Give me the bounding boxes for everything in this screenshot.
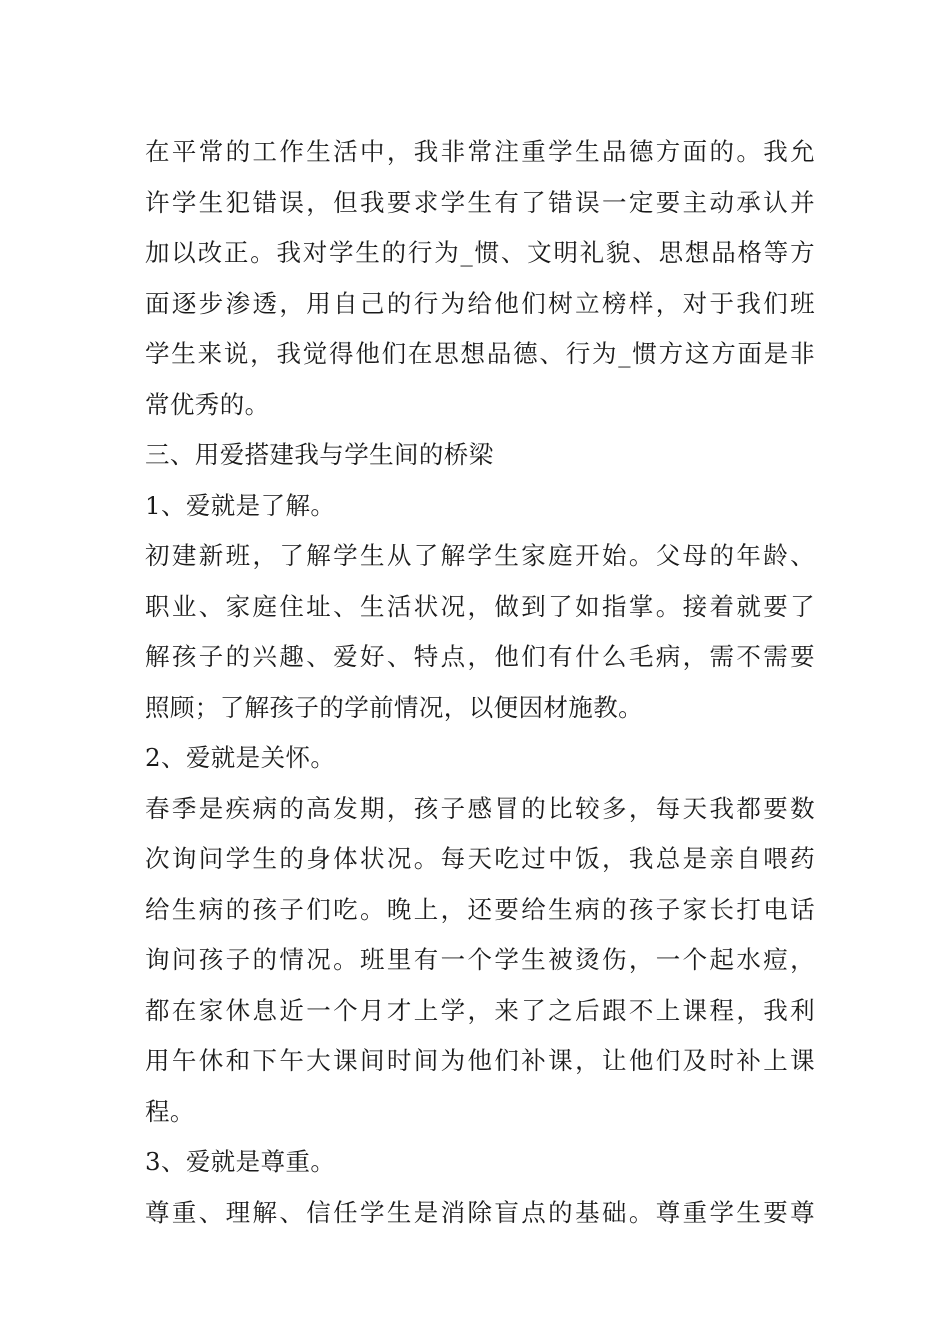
body-text-line: 次询问学生的身体状况。每天吃过中饭，我总是亲自喂药 xyxy=(145,844,815,873)
subsection-heading: 1、爱就是了解。 xyxy=(145,490,336,520)
body-text-line: 在平常的工作生活中，我非常注重学生品德方面的。我允 xyxy=(145,137,815,166)
body-text-line: 初建新班，了解学生从了解学生家庭开始。父母的年龄、 xyxy=(145,541,815,570)
body-text-line: 职业、家庭住址、生活状况，做到了如指掌。接着就要了 xyxy=(145,591,815,621)
body-text-line: 给生病的孩子们吃。晚上，还要给生病的孩子家长打电话 xyxy=(145,894,815,924)
subsection-heading: 3、爱就是尊重。 xyxy=(145,1147,336,1176)
body-text-line: 常优秀的。 xyxy=(145,389,270,419)
body-text-line: 程。 xyxy=(145,1096,195,1126)
body-text-line: 用午休和下午大课间时间为他们补课，让他们及时补上课 xyxy=(145,1046,815,1075)
body-text-line: 许学生犯错误，但我要求学生有了错误一定要主动承认并 xyxy=(145,187,815,217)
body-text-line: 加以改正。我对学生的行为_惯、文明礼貌、思想品格等方 xyxy=(145,238,815,267)
body-text-line: 面逐步渗透，用自己的行为给他们树立榜样，对于我们班 xyxy=(145,288,815,318)
body-text-line: 都在家休息近一个月才上学，来了之后跟不上课程，我利 xyxy=(145,995,815,1025)
body-text-line: 学生来说，我觉得他们在思想品德、行为_惯方这方面是非 xyxy=(145,339,815,368)
body-text-line: 照顾；了解孩子的学前情况，以便因材施教。 xyxy=(145,692,643,722)
body-text-line: 春季是疾病的高发期，孩子感冒的比较多，每天我都要数 xyxy=(145,793,815,823)
body-text-line: 询问孩子的情况。班里有一个学生被烫伤，一个起水痘， xyxy=(145,945,815,974)
section-heading: 三、用爱搭建我与学生间的桥梁 xyxy=(145,440,494,469)
body-text-line: 解孩子的兴趣、爱好、特点，他们有什么毛病，需不需要 xyxy=(145,642,815,671)
body-text-line: 尊重、理解、信任学生是消除盲点的基础。尊重学生要尊 xyxy=(145,1197,815,1227)
document-page xyxy=(145,127,815,1238)
subsection-heading: 2、爱就是关怀。 xyxy=(145,743,336,772)
